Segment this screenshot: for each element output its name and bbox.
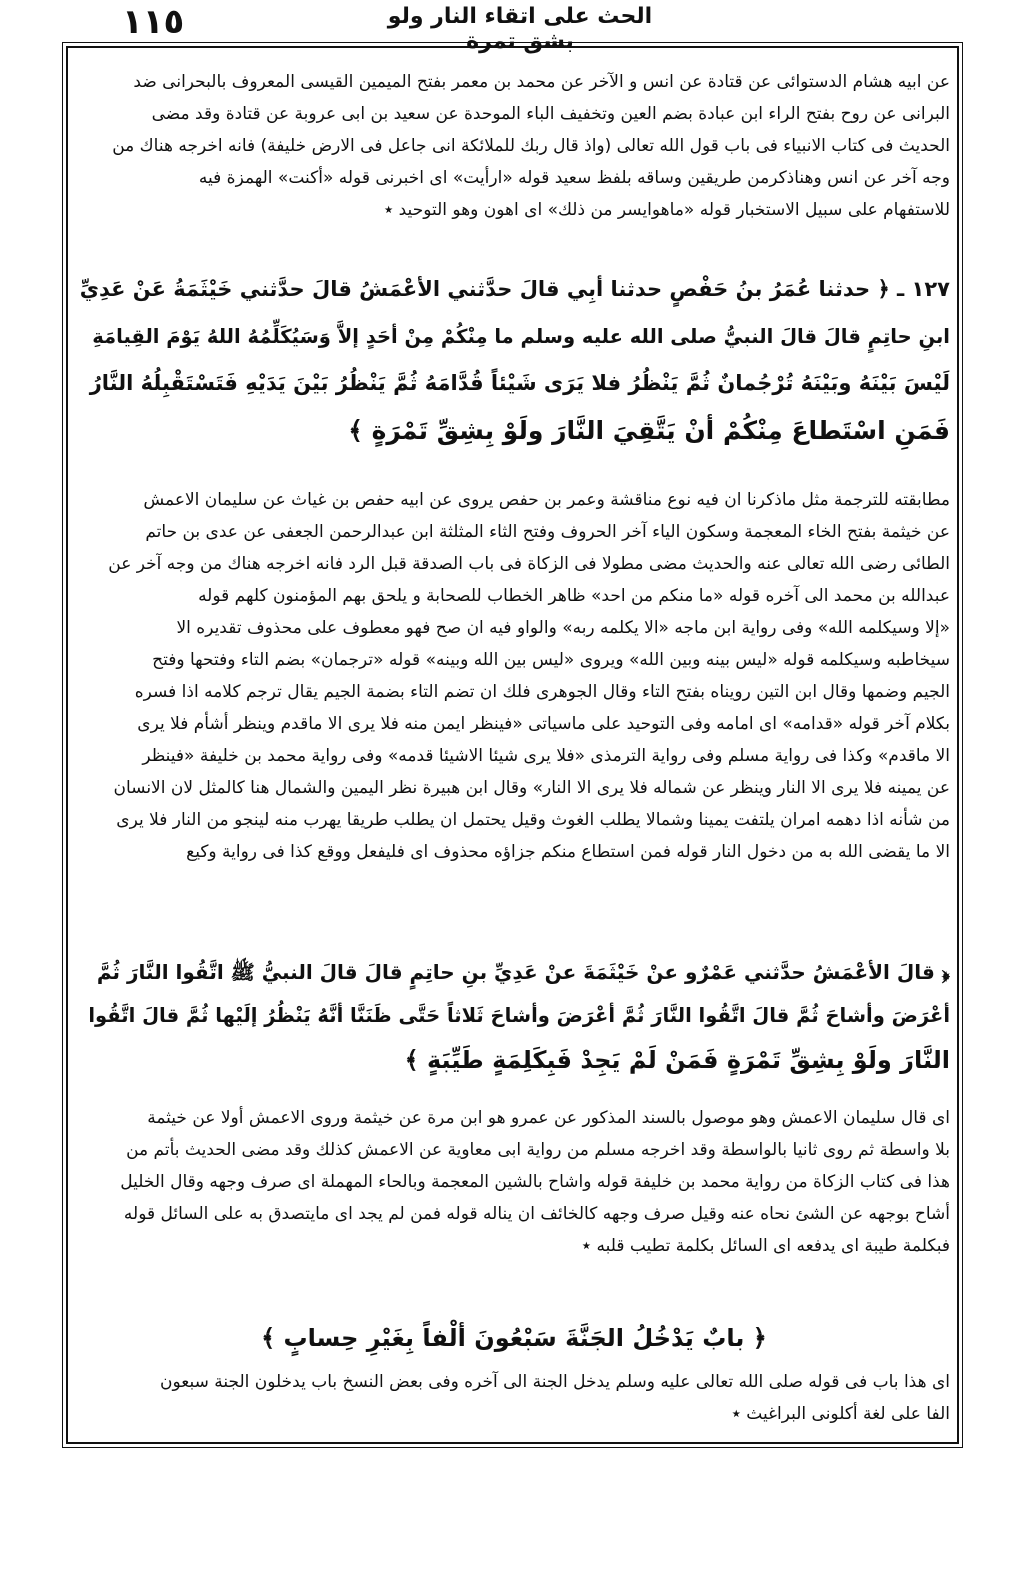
chapter-heading-block — [78, 1318, 950, 1358]
text-line: سيخاطبه وسيكلمه قوله «ليس بينه وبين الله» ويروى «ليس بين الله وبينه» قوله «ترجمان» بضم التاء وفتحها وفتح — [152, 650, 950, 670]
hadith-line: لَيْسَ بَيْنَهُ وبَيْنَهُ تُرْجُمانٌ ثُمَّ يَنْظُرُ فلا يَرَى شَيْئاً قُدَّامَهُ ثُمَّ يَنْظُرُ بَيْنَ يَدَيْهِ فَتَسْتَقْبِلُهُ النَّارُ — [89, 371, 950, 395]
page-header — [0, 0, 1027, 54]
text-line: عن ابيه هشام الدستوائى عن قتادة عن انس و الآخر عن محمد بن معمر بفتح الميمين القيسى المعروف بالبحرانى ضد — [133, 72, 950, 92]
text-line: الطائى رضى الله تعالى عنه والحديث مضى مطولا فى الزكاة فى باب الصدقة قبل الرد فانه اخرجه هناك من وجه آخر عن — [108, 554, 950, 574]
text-line: «إلا وسيكلمه الله» وفى رواية ابن ماجه «الا يكلمه ربه» والواو فيه ان صح فهو معطوف على محذوف تقديره الا — [176, 618, 950, 638]
text-line: من شأنه اذا دهمه امران يلتفت يمينا وشمالا يطلب الغوث وقيل يحتمل ان يطلب طريقا يهرب منه لينجو من النار فلا يرى — [116, 810, 950, 830]
hadith-line: ﴿ قالَ الأعْمَشُ حدَّثني عَمْرٌو عنْ خَيْثَمَةَ عنْ عَدِيِّ بنِ حاتِمٍ قالَ قالَ النبيُّ ﷺ اتَّقُوا النَّارَ ثُمَّ — [96, 960, 950, 984]
text-line: الفا على لغة أكلونى البراغيث ٭ — [731, 1404, 950, 1424]
hadith-continuation — [78, 950, 950, 1082]
text-line: اى هذا باب فى قوله صلى الله تعالى عليه وسلم يدخل الجنة الى آخره وفى بعض النسخ باب يدخلون الجنة سبعون — [159, 1372, 950, 1392]
text-line: البرانى عن روح بفتح الراء ابن عبادة بضم العين وتخفيف الباء الموحدة عن سعيد بن ابى عروبة عن قتادة وقد مضى — [151, 104, 950, 124]
hadith-line: ١٢٧ ـ ﴿ حدثنا عُمَرُ بنُ حَفْصٍ حدثنا أبِي قالَ حدَّثني الأعْمَشُ قالَ حدَّثني خَيْثَمَةُ عَنْ عَدِيِّ — [79, 277, 950, 301]
commentary-block-1 — [78, 66, 950, 226]
text-line: الا ما يقضى الله به من دخول النار قوله فمن استطاع منكم جزاؤه محذوف اى فليفعل ووقع كذا فى رواية وكيع — [186, 842, 950, 862]
commentary-block-2 — [78, 484, 950, 868]
hadith-127 — [78, 266, 950, 454]
text-line: هذا فى كتاب الزكاة من رواية محمد بن خليفة قوله واشاح بالشين المعجمة وبالحاء المهملة اى صرف وجهه وقال الخليل — [120, 1172, 950, 1192]
text-line: اى قال سليمان الاعمش وهو موصول بالسند المذكور عن عمرو هو ابن مرة عن خيثمة وروى الاعمش أولا عن خيثمة — [147, 1108, 950, 1128]
page-number: ١١٥ — [122, 2, 185, 42]
text-line: عبدالله بن محمد الى آخره قوله «ما منكم من احد» ظاهر الخطاب للصحابة و يلحق بهم المؤمنون كلهم قوله — [198, 586, 950, 606]
chapter-heading: ﴿ بابٌ يَدْخُلُ الجَنَّةَ سَبْعُونَ ألْفاً بِغَيْرِ حِسابٍ ﴾ — [261, 1324, 767, 1352]
hadith-line: أعْرَضَ وأشاحَ ثُمَّ قالَ اتَّقُوا النَّارَ ثُمَّ أعْرَضَ وأشاحَ ثَلاثاً حَتَّى ظَنَنَّا أنَّهُ يَنْظُرُ إلَيْها ثُمَّ قالَ اتَّقُوا — [88, 1004, 950, 1027]
text-line: أشاح بوجهه عن الشئ نحاه عنه وقيل صرف وجهه كالخائف ان يناله قوله فمن لم يجد اى مايتصدق به على السائل قوله — [123, 1204, 950, 1224]
commentary-block-4 — [78, 1366, 950, 1430]
commentary-block-3 — [78, 1102, 950, 1262]
text-line: عن خيثمة بفتح الخاء المعجمة وسكون الياء آخر الحروف وفتح الثاء المثلثة ابن عبدالرحمن الجعفى عن عدى بن حاتم — [145, 522, 950, 542]
running-title: الحث على اتقاء النار ولو بشق تمرة — [387, 4, 653, 54]
text-line: مطابقته للترجمة مثل ماذكرنا ان فيه نوع مناقشة وعمر بن حفص يروى عن ابيه حفص بن غياث عن سليمان الاعمش — [143, 490, 950, 510]
text-line: الحديث فى كتاب الانبياء فى باب قول الله تعالى (واذ قال ربك للملائكة انى جاعل فى الارض خليفة) فانه اخرجه هناك من — [112, 136, 950, 156]
text-line: بكلام آخر قوله «قدامه» اى امامه وفى التوحيد على ماسياتى «فينظر ايمن منه فلا يرى الا ماقدم وينظر أشأم فلا يرى — [137, 714, 950, 734]
text-line: بلا واسطة ثم روى ثانيا بالواسطة وقد اخرجه مسلم من رواية ابى معاوية عن الاعمش كذلك وقد مضى الحديث بأتم من — [126, 1140, 950, 1160]
text-line: للاستفهام على سبيل الاستخبار قوله «ماهوايسر من ذلك» اى اهون وهو التوحيد ٭ — [383, 200, 950, 220]
text-line: فبكلمة طيبة اى يدفعه اى السائل بكلمة تطيب قلبه ٭ — [581, 1236, 950, 1256]
hadith-line: النَّارَ ولَوْ بِشِقِّ تَمْرَةٍ فَمَنْ لَمْ يَجِدْ فَبِكَلِمَةٍ طَيِّبَةٍ ﴾ — [404, 1046, 950, 1074]
text-line: الجيم وضمها وقال ابن التين رويناه بفتح التاء وقال الجوهرى فلك ان تضم التاء بضمة الجيم يقال ترجم كلامه اذا فسره — [134, 682, 950, 702]
hadith-line: فَمَنِ اسْتَطاعَ مِنْكُمْ أنْ يَتَّقِيَ النَّارَ ولَوْ بِشِقِّ تَمْرَةٍ ﴾ — [348, 416, 950, 445]
text-line: وجه آخر عن انس وهناذكرمن طريقين وساقه بلفظ سعيد قوله «ارأيت» اى اخبرنى قوله «أكنت» الهمزة فيه — [198, 168, 950, 188]
hadith-line: ابنِ حاتِمٍ قالَ قالَ النبيُّ صلى الله عليه وسلم ما مِنْكُمْ مِنْ أحَدٍ إلاَّ وَسَيُكَلِّمُهُ اللهُ يَوْمَ القِيامَةِ — [92, 325, 950, 348]
text-line: الا ماقدم» وكذا فى رواية مسلم وفى رواية الترمذى «فلا يرى شيئا الاشيئا قدمه» وفى رواية محمد بن خليفة «فينظر — [142, 746, 950, 766]
text-line: عن يمينه فلا يرى الا النار وينظر عن شماله فلا يرى الا النار» وقال ابن هبيرة نظر اليمين والشمال هنا كالمثل لان الانسان — [113, 778, 950, 798]
